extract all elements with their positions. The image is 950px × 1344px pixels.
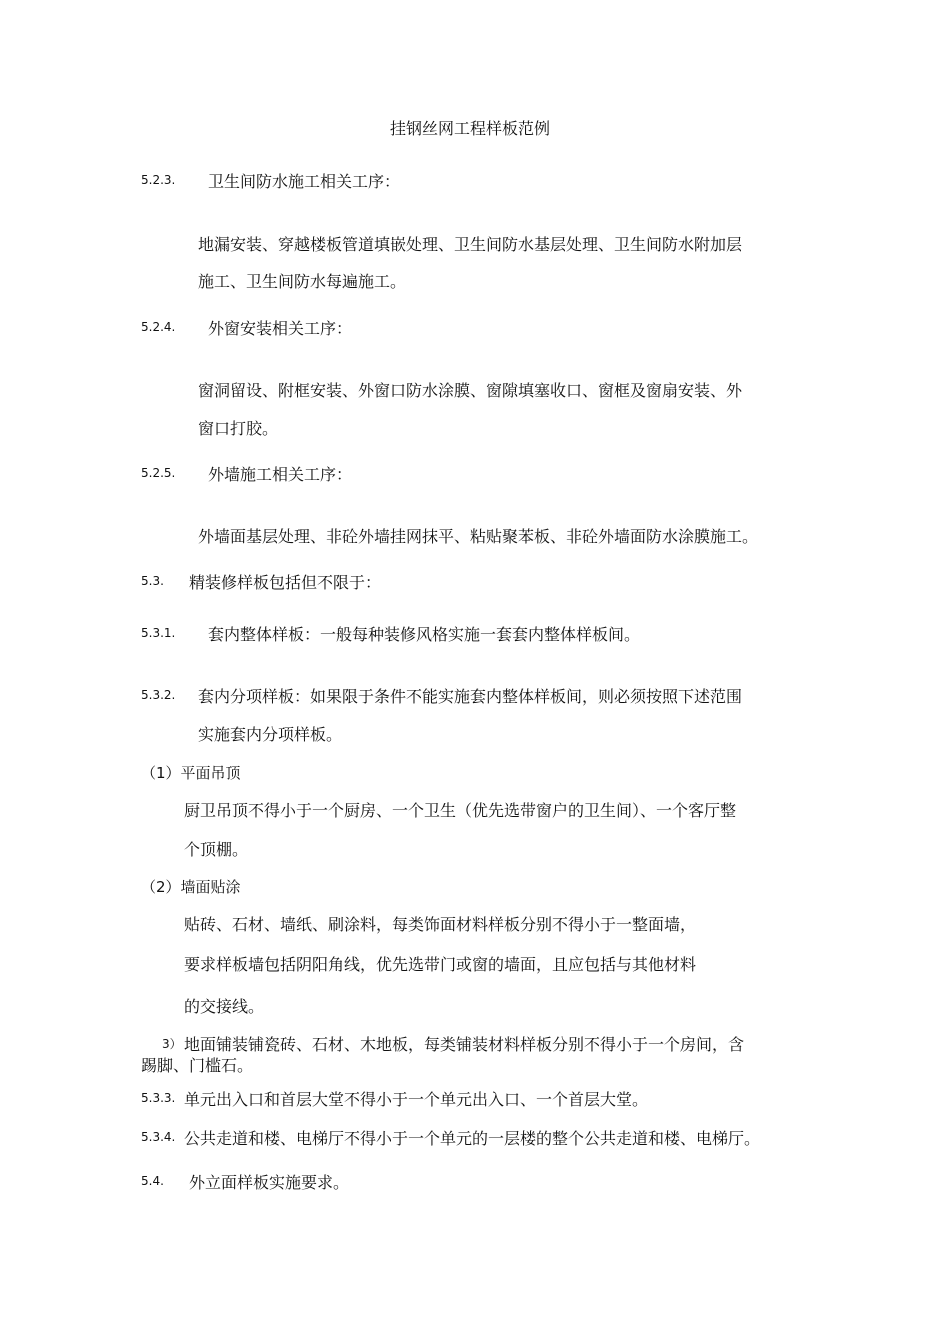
section-heading: 套内分项样板：如果限于条件不能实施套内整体样板间，则必须按照下述范围 [198,687,743,706]
paragraph-line: 的交接线。 [184,997,265,1016]
list-item-label: （1）平面吊顶 [141,764,241,782]
list-item-label: （2）墙面贴涂 [141,878,241,896]
section-heading: 外墙施工相关工序： [208,465,353,484]
section-number: 5.2.4. [141,320,176,334]
list-item-number: 3） [162,1037,182,1051]
section-text: 单元出入口和首层大堂不得小于一个单元出入口、一个首层大堂。 [184,1090,649,1109]
section-number: 5.3.2. [141,688,176,702]
paragraph-line: 踢脚、门槛石。 [141,1056,254,1075]
section-heading: 精装修样板包括但不限于： [189,573,382,592]
section-number: 5.2.3. [141,173,176,187]
section-number: 5.3.3. [141,1091,176,1105]
paragraph-line: 贴砖、石材、墙纸、刷涂料，每类饰面材料样板分别不得小于一整面墙， [184,915,697,934]
section-heading: 外立面样板实施要求。 [189,1173,350,1192]
paragraph-line: 个顶棚。 [184,840,249,859]
paragraph-line: 实施套内分项样板。 [198,725,343,744]
section-heading: 套内整体样板：一般每种装修风格实施一套套内整体样板间。 [208,625,641,644]
document-title: 挂钢丝网工程样板范例 [390,119,551,138]
section-number: 5.4. [141,1174,164,1188]
paragraph-line: 施工、卫生间防水每遍施工。 [198,272,407,291]
paragraph-line: 窗口打胶。 [198,419,279,438]
section-heading: 卫生间防水施工相关工序： [208,172,401,191]
paragraph-line: 地漏安装、穿越楼板管道填嵌处理、卫生间防水基层处理、卫生间防水附加层 [198,235,743,254]
section-number: 5.3.1. [141,626,176,640]
section-text: 公共走道和楼、电梯厅不得小于一个单元的一层楼的整个公共走道和楼、电梯厅。 [184,1129,761,1148]
paragraph-line: 厨卫吊顶不得小于一个厨房、一个卫生（优先选带窗户的卫生间）、一个客厅整 [184,801,737,820]
section-number: 5.3. [141,574,164,588]
section-number: 5.3.4. [141,1130,176,1144]
paragraph-line: 地面铺装铺瓷砖、石材、木地板，每类铺装材料样板分别不得小于一个房间，含 [184,1035,745,1054]
section-number: 5.2.5. [141,466,176,480]
paragraph-line: 窗洞留设、附框安装、外窗口防水涂膜、窗隙填塞收口、窗框及窗扇安装、外 [198,381,743,400]
paragraph-line: 外墙面基层处理、非砼外墙挂网抹平、粘贴聚苯板、非砼外墙面防水涂膜施工。 [198,527,759,546]
section-heading: 外窗安装相关工序： [208,319,353,338]
paragraph-line: 要求样板墙包括阴阳角线，优先选带门或窗的墙面，且应包括与其他材料 [184,955,697,974]
